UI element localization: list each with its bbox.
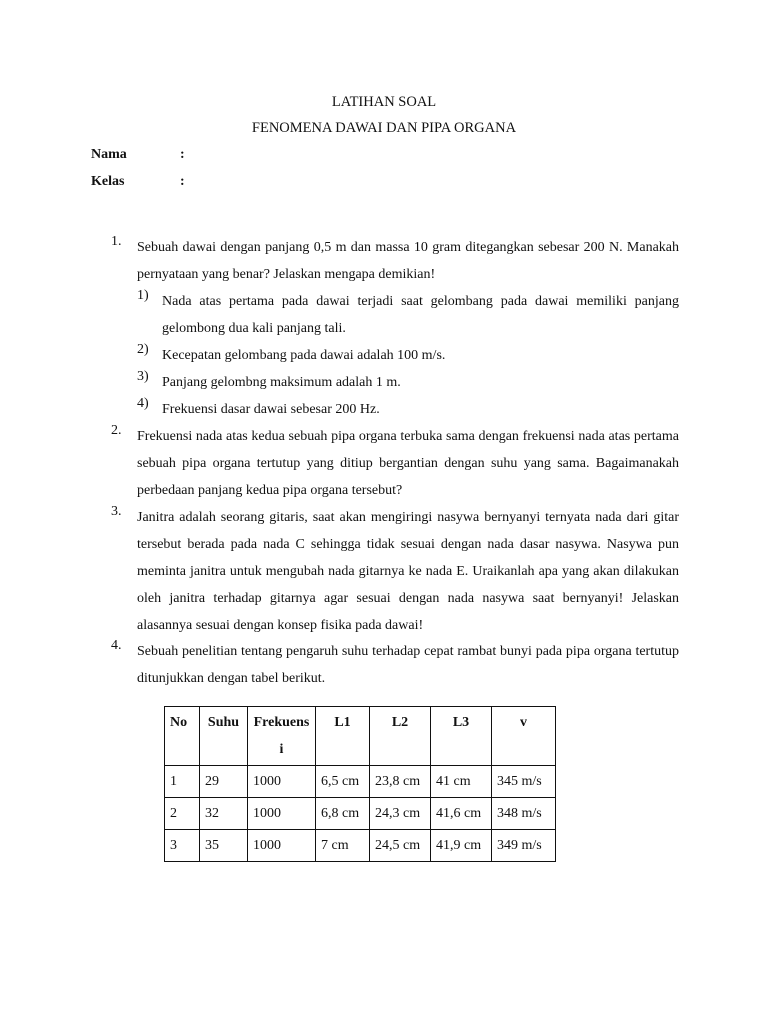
cell-frekuensi: 1000 [248,766,316,798]
page-subtitle: FENOMENA DAWAI DAN PIPA ORGANA [251,120,517,136]
table-row [165,798,556,830]
cell-v: 345 m/s [492,766,556,798]
cell-frekuensi: 1000 [248,830,316,862]
cell-l3: 41,6 cm [431,798,492,830]
cell-no: 2 [165,798,200,830]
cell-l2: 23,8 cm [370,766,431,798]
cell-v: 348 m/s [492,798,556,830]
question-number: 1. [111,234,122,249]
cell-no: 1 [165,766,200,798]
kelas-field [91,174,185,190]
cell-l2: 24,5 cm [370,830,431,862]
nama-colon: : [180,147,185,162]
cell-no: 3 [165,830,200,862]
option-number: 3) [137,369,149,384]
header-no: No [165,707,200,766]
header-l2: L2 [370,707,431,766]
question-text: Sebuah dawai dengan panjang 0,5 m dan massa 10 gram ditegangkan sebesar 200 N. Manakah pernyataan yang benar? Jelaskan mengapa demikian! [137,240,679,282]
cell-l1: 6,8 cm [316,798,370,830]
page-title: LATIHAN SOAL [331,94,437,110]
option-number: 4) [137,396,149,411]
option-text: Frekuensi dasar dawai sebesar 200 Hz. [162,402,380,417]
option-text: Panjang gelombng maksimum adalah 1 m. [162,375,401,390]
header-suhu: Suhu [200,707,248,766]
table-row [165,766,556,798]
cell-suhu: 35 [200,830,248,862]
option-text: Nada atas pertama pada dawai terjadi saat gelombang pada dawai memiliki panjang gelombong dua kali panjang tali. [162,294,679,336]
question-text: Janitra adalah seorang gitaris, saat akan mengiringi nasywa bernyanyi ternyata nada dari gitar tersebut berada pada nada C sehingga tidak sesuai dengan nada dasar nasywa. Nasywa pun meminta janitra untuk mengubah nada gitarnya ke nada E. Uraikanlah apa yang akan dilakukan oleh janitra terhadap gitarnya agar sesuai dengan nada nasywa saat bernyanyi! Jelaskan alasannya sesuai dengan konsep fisika pada dawai! [137,510,679,633]
cell-l2: 24,3 cm [370,798,431,830]
option-number: 2) [137,342,149,357]
table-header-row [165,707,556,766]
question-number: 4. [111,638,122,653]
kelas-label: Kelas [91,174,125,189]
cell-suhu: 29 [200,766,248,798]
cell-frekuensi: 1000 [248,798,316,830]
nama-field [91,147,185,163]
option-number: 1) [137,288,149,303]
question-number: 3. [111,504,122,519]
question-number: 2. [111,423,122,438]
question-text: Frekuensi nada atas kedua sebuah pipa organa terbuka sama dengan frekuensi nada atas pertama sebuah pipa organa tertutup yang ditiup bergantian dengan suhu yang sama. Bagaimanakah perbedaan panjang kedua pipa organa tersebut? [137,429,679,498]
data-table [164,706,556,862]
cell-l3: 41 cm [431,766,492,798]
kelas-colon: : [180,174,185,189]
cell-l1: 7 cm [316,830,370,862]
header-frekuensi: Frekuensi [248,707,316,766]
cell-v: 349 m/s [492,830,556,862]
table-row [165,830,556,862]
cell-suhu: 32 [200,798,248,830]
nama-label: Nama [91,147,127,162]
header-l3: L3 [431,707,492,766]
cell-l3: 41,9 cm [431,830,492,862]
cell-l1: 6,5 cm [316,766,370,798]
question-text: Sebuah penelitian tentang pengaruh suhu terhadap cepat rambat bunyi pada pipa organa tertutup ditunjukkan dengan tabel berikut. [137,644,679,686]
header-l1: L1 [316,707,370,766]
option-text: Kecepatan gelombang pada dawai adalah 100 m/s. [162,348,446,363]
header-v: v [492,707,556,766]
